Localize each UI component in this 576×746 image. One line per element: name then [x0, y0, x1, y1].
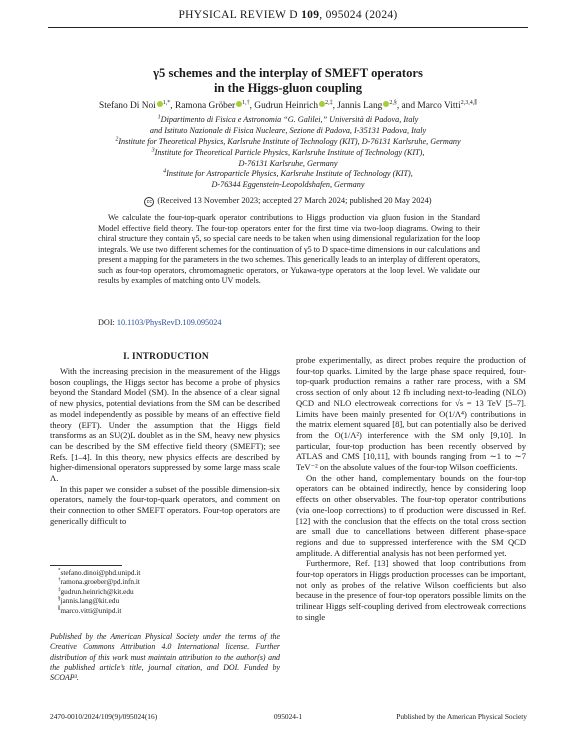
open-access-icon: cc — [144, 197, 154, 207]
footer-publisher: Published by the American Physical Society — [396, 712, 527, 721]
article-number: 095024 (2024) — [325, 9, 398, 21]
journal-name: PHYSICAL REVIEW D — [178, 9, 298, 21]
license-note: Published by the American Physical Society under the terms of the Creative Commons Attribution 4.0 International license. Further distribution of this work must maintain attribution to the author(s) and the published article’s title, journal citation, and DOI. Funded by SCOAP³. — [50, 632, 280, 683]
affiliation-4: $^4$Institute for Astroparticle Physics, Karlsruhe Institute of Technology (KIT), D-76344 Eggenstein-Leopoldshafen, Germany — [163, 168, 413, 189]
received-dates: cc (Received 13 November 2023; accepted 27 March 2024; published 20 May 2024) — [40, 196, 536, 207]
paragraph: In this paper we consider a subset of the possible dimension-six operators, namely the four-top-quark operators, and comment on their connection to other SMEFT operators. Four-top operators are generically difficult to — [50, 483, 280, 526]
footnote[interactable]: †ramona.groeber@pd.infn.it — [58, 577, 140, 587]
footnote[interactable]: *stefano.dinoi@phd.unipd.it — [58, 568, 141, 577]
footnote[interactable]: ∥marco.vitti@unipd.it — [58, 605, 122, 615]
intro-left-column — [50, 366, 280, 527]
author-2[interactable]: Ramona Gröber $^{1,\dagger}$ — [174, 99, 250, 111]
paragraph: With the increasing precision in the measurement of the Higgs boson couplings, the Higgs sector has become a probe of physics beyond the Standard Model (SM). In the absence of a clear signal of new physics, potential deviations from the SM can be described as model independently as possible by means of an effective field theory (EFT). Under the assumption that the Higgs field transforms as an SU(2)L doublet as in the SM, heavy new physics can be described by the SM effective field theory (SMEFT); see Refs. [1–4]. In this theory, new physics effects are described by higher-dimensional operators suppressed by some large mass scale Λ. — [50, 366, 280, 484]
paragraph: On the other hand, complementary bounds on the four-top operators can be obtained indirectly, hence by considering loop effects on other observables. The four-top operator contributions (via one-loop corrections) to tt̄ production were discussed in Ref. [12] with the conclusion that the effects on the total cross section are small due to cancellations between different phase-space regions and due to suppressed interference with the SM QCD amplitude. A differential analysis has not been performed yet. — [296, 472, 526, 558]
journal-header: PHYSICAL REVIEW D 109, 095024 (2024) — [178, 9, 398, 21]
affiliation-1: $^1$Dipartimento di Fisica e Astronomia “G. Galilei,” Università di Padova, Italy and Istituto Nazionale di Fisica Nucleare, Sezione di Padova, I-35131 Padova, Italy — [149, 114, 427, 135]
paragraph: probe experimentally, as direct probes require the production of four-top quarks. Limited by the large phase space required, four-top-quark production remains a rather rare process, with a SM cross section of only about 12 fb including next-to-leading (NLO) QCD and NLO electroweak corrections for √s = 13 TeV [5–7]. Limits have been mainly presented for O(1/Λ⁴) contributions in the matrix element squared [8], but can potentially also be derived from the O(1/Λ²) interference with the SM only [9,10]. In particular, four-top production has been recently observed by ATLAS and CMS [10,11], with bounds ranging from ∼1 to ∼7 TeV⁻² on the absolute values of the four-top Wilson coefficients. — [296, 355, 526, 473]
paper-title — [60, 66, 516, 96]
footer-page: 095024-1 — [273, 712, 303, 721]
footnote-rule — [50, 565, 122, 566]
author-4[interactable]: Jannis Lang $^{2,\S}$ — [337, 99, 397, 111]
title-line-2: in the Higgs-gluon coupling — [213, 81, 362, 95]
journal-volume: 109 — [301, 9, 320, 21]
affiliation-2: $^2$Institute for Theoretical Physics, Karlsruhe Institute of Technology (KIT), D-76131 Karlsruhe, Germany — [115, 136, 461, 146]
doi-line: DOI: 10.1103/PhysRevD.109.095024 — [98, 318, 222, 327]
footnote[interactable]: ‡gudrun.heinrich@kit.edu — [58, 586, 134, 596]
author-5[interactable]: Marco Vitti$^{2,3,4,\parallel}$ — [417, 99, 477, 111]
doi-link[interactable]: 10.1103/PhysRevD.109.095024 — [116, 318, 222, 327]
paragraph: Furthermore, Ref. [13] showed that loop contributions from four-top operators in Higgs production processes can be important, not only as probes of the relative Wilson coefficients but also because in the presence of four-top operators possible limits on the trilinear Higgs self-coupling derived from electroweak corrections to single — [296, 558, 526, 622]
footnote[interactable]: §jannis.lang@kit.edu — [58, 596, 120, 606]
title-line-1: γ5 schemes and the interplay of SMEFT operators — [153, 66, 423, 80]
header-rule — [48, 27, 528, 28]
intro-right-column — [296, 355, 526, 623]
footnotes — [58, 568, 140, 615]
affiliation-3: $^3$Institute for Theoretical Particle Physics, Karlsruhe Institute of Technology (KIT), D-76131 Karlsruhe, Germany — [151, 147, 425, 168]
author-list: Stefano Di Noi $^{1,*}$, Ramona Gröber $^{1,\dagger}$, Gudrun Heinrich $^{2,\ddagger}$, Jannis Lang $^{2,\S}$, and Marco Vitti$^{2,3,4,\parallel}$ — [99, 99, 477, 111]
abstract: We calculate the four-top-quark operator contributions to Higgs production via gluon fusion in the Standard Model effective field theory. The four-top operators enter for the first time via two-loop diagrams. Owing to their chiral structure they contain γ5, so special care needs to be taken when using dimensional regularization for the loop integrals. We use two different schemes for the continuation of γ5 to D space-time dimensions in our calculations and present a mapping for the parameters in the two schemes. This generically leads to an interplay of different operators, such as four-top operators, chromomagnetic operators, or Yukawa-type operators at the loop level. We validate our results by examples of matching onto UV models. — [98, 213, 480, 286]
section-title: I. INTRODUCTION — [123, 352, 209, 362]
author-3[interactable]: Gudrun Heinrich $^{2,\ddagger}$ — [254, 99, 333, 111]
footer-issn: 2470-0010/2024/109(9)/095024(16) — [50, 712, 158, 721]
author-1[interactable]: Stefano Di Noi $^{1,*}$ — [99, 99, 171, 111]
